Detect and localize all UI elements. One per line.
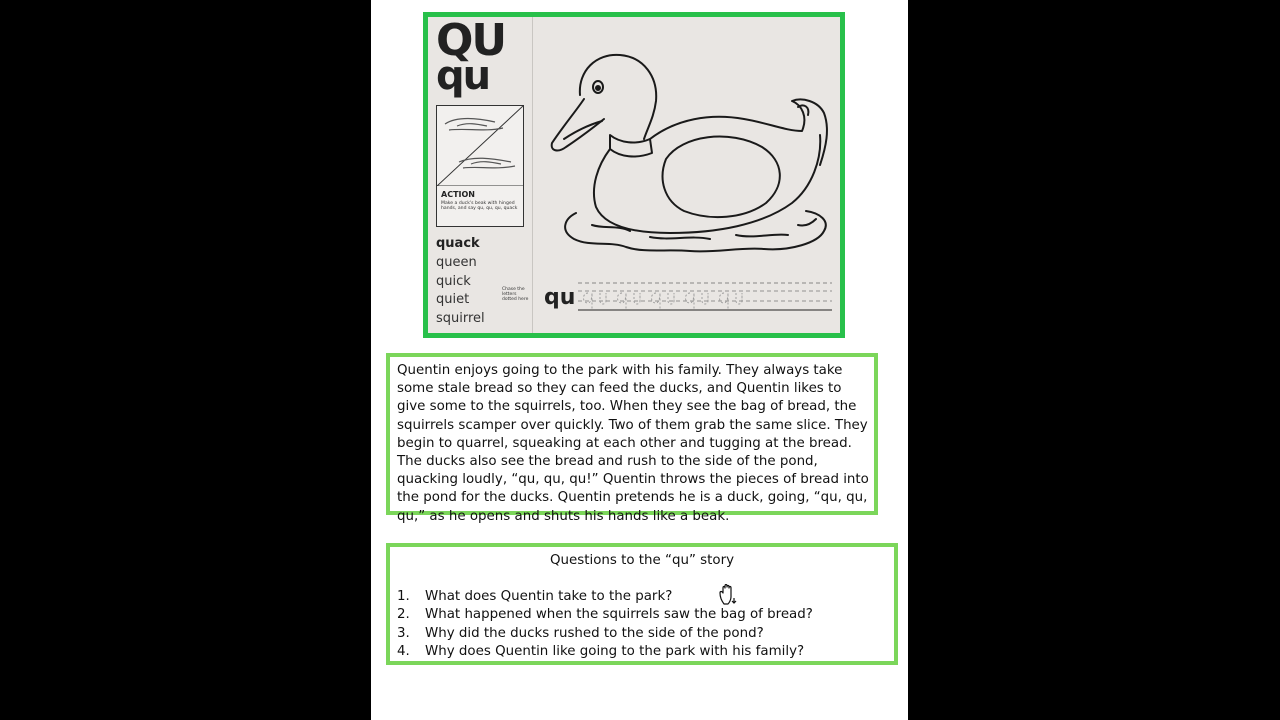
document-page [371, 0, 908, 720]
question-number: 4. [397, 644, 410, 660]
question-item [397, 643, 813, 661]
handwriting-lines [578, 281, 832, 311]
trace-hint: Chase the letters dotted here [502, 287, 529, 302]
action-box [436, 105, 524, 227]
lowercase-letters: qu [436, 53, 490, 99]
hand-cursor-icon [718, 584, 738, 606]
questions-title: Questions to the “qu” story [549, 553, 735, 568]
word-item: quiet [436, 292, 470, 308]
hands-illustration-icon [437, 106, 523, 186]
question-text: Why did the ducks rushed to the side of the pond? [425, 625, 764, 641]
uppercase-letters: QU [436, 15, 506, 66]
question-text: Why does Quentin like going to the park with his family? [425, 644, 805, 660]
action-text: Make a duck's beak with hinged hands, and say qu, qu, qu, quack [441, 201, 518, 212]
worksheet-left-panel [428, 17, 533, 333]
duck-drawing-icon [540, 35, 840, 275]
questions-box [386, 543, 898, 665]
word-item: quick [436, 273, 471, 289]
word-list [436, 235, 485, 329]
question-number: 1. [397, 589, 410, 604]
question-number: 2. [397, 607, 410, 623]
question-item [397, 606, 813, 624]
question-number: 3. [397, 625, 410, 641]
story-box [386, 353, 878, 524]
question-text: What happened when the squirrels saw the bag of bread? [425, 607, 813, 623]
word-item: quack [436, 236, 480, 251]
worksheet-photo [423, 12, 845, 338]
action-title: ACTION [441, 190, 475, 199]
question-item [397, 625, 813, 643]
word-item: queen [436, 254, 477, 270]
trace-letters: qu [544, 285, 576, 310]
questions-list [397, 588, 813, 662]
story-text: Quentin enjoys going to the park with his family. They always take some stale bread so they can feed the ducks, and Quentin likes to give some to the squirrels, too. When they see the bag of bread, the squirrels scamper over quickly. Two of them grab the same slice. They begin to quarrel, squeaking at each other and tugging at the bread. The ducks also see the bread and rush to the side of the pond, quacking loudly, “qu, qu, qu!” Quentin throws the pieces of bread into the pond for the ducks. Quentin pretends he is a duck, going, “qu, qu, qu,” as he opens and shuts his hands like a beak. [397, 363, 869, 524]
question-text: What does Quentin take to the park? [425, 589, 673, 604]
question-item [397, 588, 813, 606]
word-item: squirrel [436, 311, 485, 327]
